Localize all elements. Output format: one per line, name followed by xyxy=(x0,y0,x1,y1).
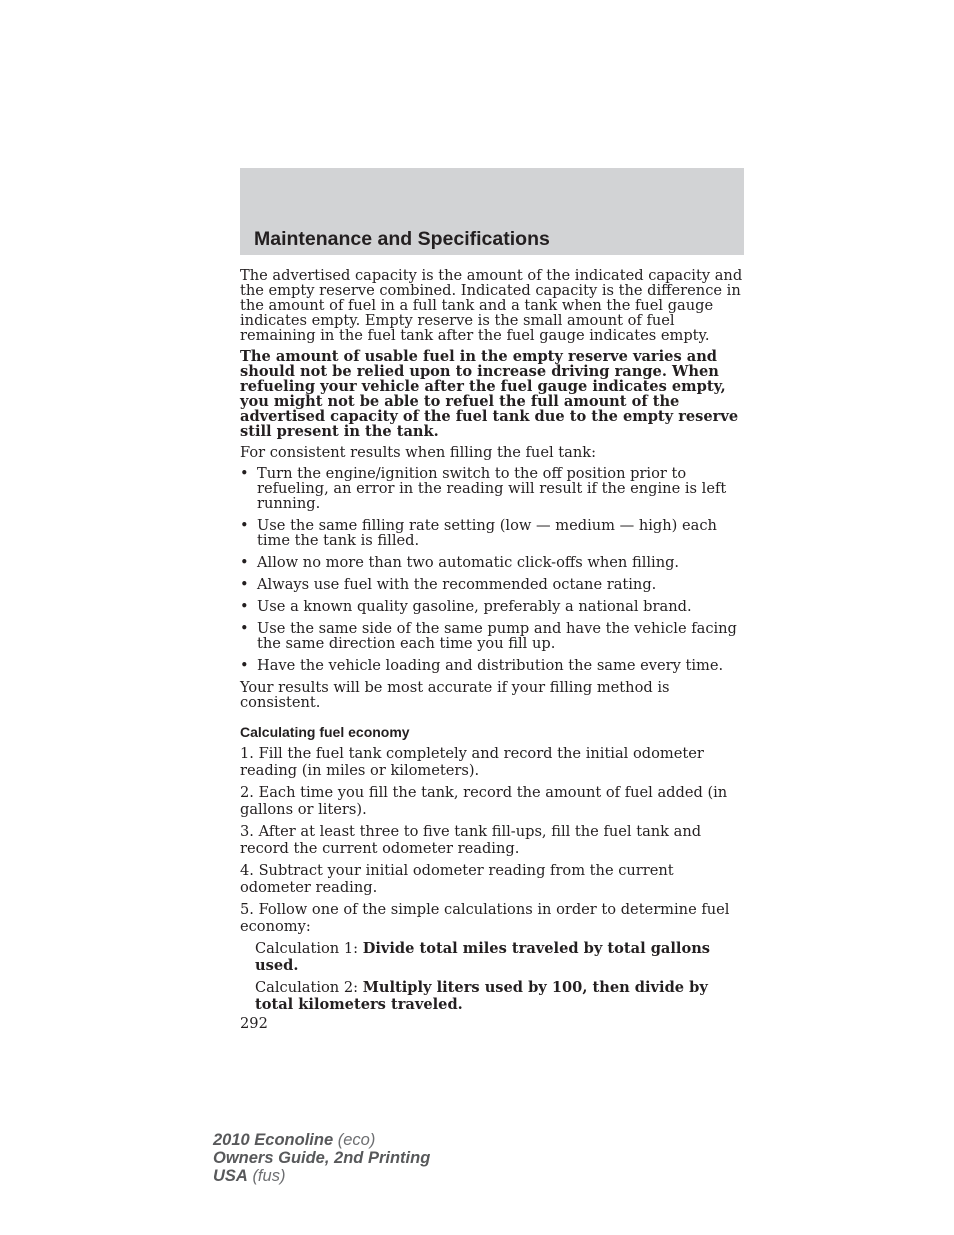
list-item xyxy=(240,466,744,511)
step-item: 2. Each time you fill the tank, record the amount of fuel added (in gallons or liters). xyxy=(240,784,728,818)
result-paragraph: Your results will be most accurate if your filling method is consistent. xyxy=(240,679,670,711)
footer-line-3 xyxy=(213,1167,430,1185)
footer-model: 2010 Econoline xyxy=(213,1131,334,1149)
document-footer xyxy=(213,1131,430,1185)
tips-list xyxy=(240,466,744,673)
steps-list xyxy=(240,746,744,935)
step-item: 3. After at least three to five tank fill-ups, fill the fuel tank and record the current odometer reading. xyxy=(240,823,702,857)
page-number: 292 xyxy=(240,1015,268,1032)
section-header-band xyxy=(240,168,744,255)
lead-paragraph: For consistent results when filling the fuel tank: xyxy=(240,444,596,461)
list-item-text: Turn the engine/ignition switch to the off position prior to refueling, an error in the reading will result if the engine is left running. xyxy=(257,465,727,512)
footer-market-code: (fus) xyxy=(252,1167,286,1185)
bullet-icon: • xyxy=(240,657,249,674)
footer-market: USA xyxy=(213,1167,248,1185)
footer-guide: Owners Guide, 2nd Printing xyxy=(213,1149,431,1167)
footer-model-code: (eco) xyxy=(337,1131,376,1149)
list-item xyxy=(240,577,744,592)
page-content xyxy=(240,268,744,1031)
calculation-2 xyxy=(240,980,744,1013)
subheading: Calculating fuel economy xyxy=(240,724,410,740)
calculation-formula: Multiply liters used by 100, then divide by total kilometers traveled. xyxy=(255,979,708,1013)
list-item-text: Always use fuel with the recommended octane rating. xyxy=(257,576,657,593)
list-item-text: Allow no more than two automatic click-offs when filling. xyxy=(257,554,680,571)
list-item-text: Have the vehicle loading and distribution the same every time. xyxy=(257,657,724,674)
warning-paragraph: The amount of usable fuel in the empty reserve varies and should not be relied upon to increase driving range. When refueling your vehicle after the fuel gauge indicates empty, you might not be able to refuel the full amount of the advertised capacity of the fuel tank due to the empty reserve still present in the tank. xyxy=(240,348,739,440)
bullet-icon: • xyxy=(240,517,249,534)
intro-paragraph: The advertised capacity is the amount of the indicated capacity and the empty reserve combined. Indicated capacity is the difference in the amount of fuel in a full tank and a tank when the fuel gauge indicates empty. Empty reserve is the small amount of fuel remaining in the fuel tank after the fuel gauge indicates empty. xyxy=(240,267,743,344)
calculation-1 xyxy=(240,941,744,974)
step-item: 4. Subtract your initial odometer reading from the current odometer reading. xyxy=(240,862,674,896)
list-item-text: Use the same filling rate setting (low — medium — high) each time the tank is filled. xyxy=(257,517,717,549)
list-item xyxy=(240,555,744,570)
list-item xyxy=(240,658,744,673)
list-item-text: Use a known quality gasoline, preferably a national brand. xyxy=(257,598,692,615)
bullet-icon: • xyxy=(240,620,249,637)
list-item xyxy=(240,599,744,614)
bullet-icon: • xyxy=(240,465,249,482)
step-item: 1. Fill the fuel tank completely and record the initial odometer reading (in miles or kilometers). xyxy=(240,745,704,779)
bullet-icon: • xyxy=(240,554,249,571)
calculation-label: Calculation 1: xyxy=(255,940,359,957)
list-item xyxy=(240,621,744,651)
step-item: 5. Follow one of the simple calculations in order to determine fuel economy: xyxy=(240,901,730,935)
list-item-text: Use the same side of the same pump and have the vehicle facing the same direction each time you fill up. xyxy=(257,620,737,652)
calculation-formula: Divide total miles traveled by total gallons used. xyxy=(255,940,711,974)
bullet-icon: • xyxy=(240,598,249,615)
footer-line-2 xyxy=(213,1149,430,1167)
bullet-icon: • xyxy=(240,576,249,593)
calculation-label: Calculation 2: xyxy=(255,979,359,996)
footer-line-1 xyxy=(213,1131,430,1149)
list-item xyxy=(240,518,744,548)
section-title: Maintenance and Specifications xyxy=(254,228,550,250)
